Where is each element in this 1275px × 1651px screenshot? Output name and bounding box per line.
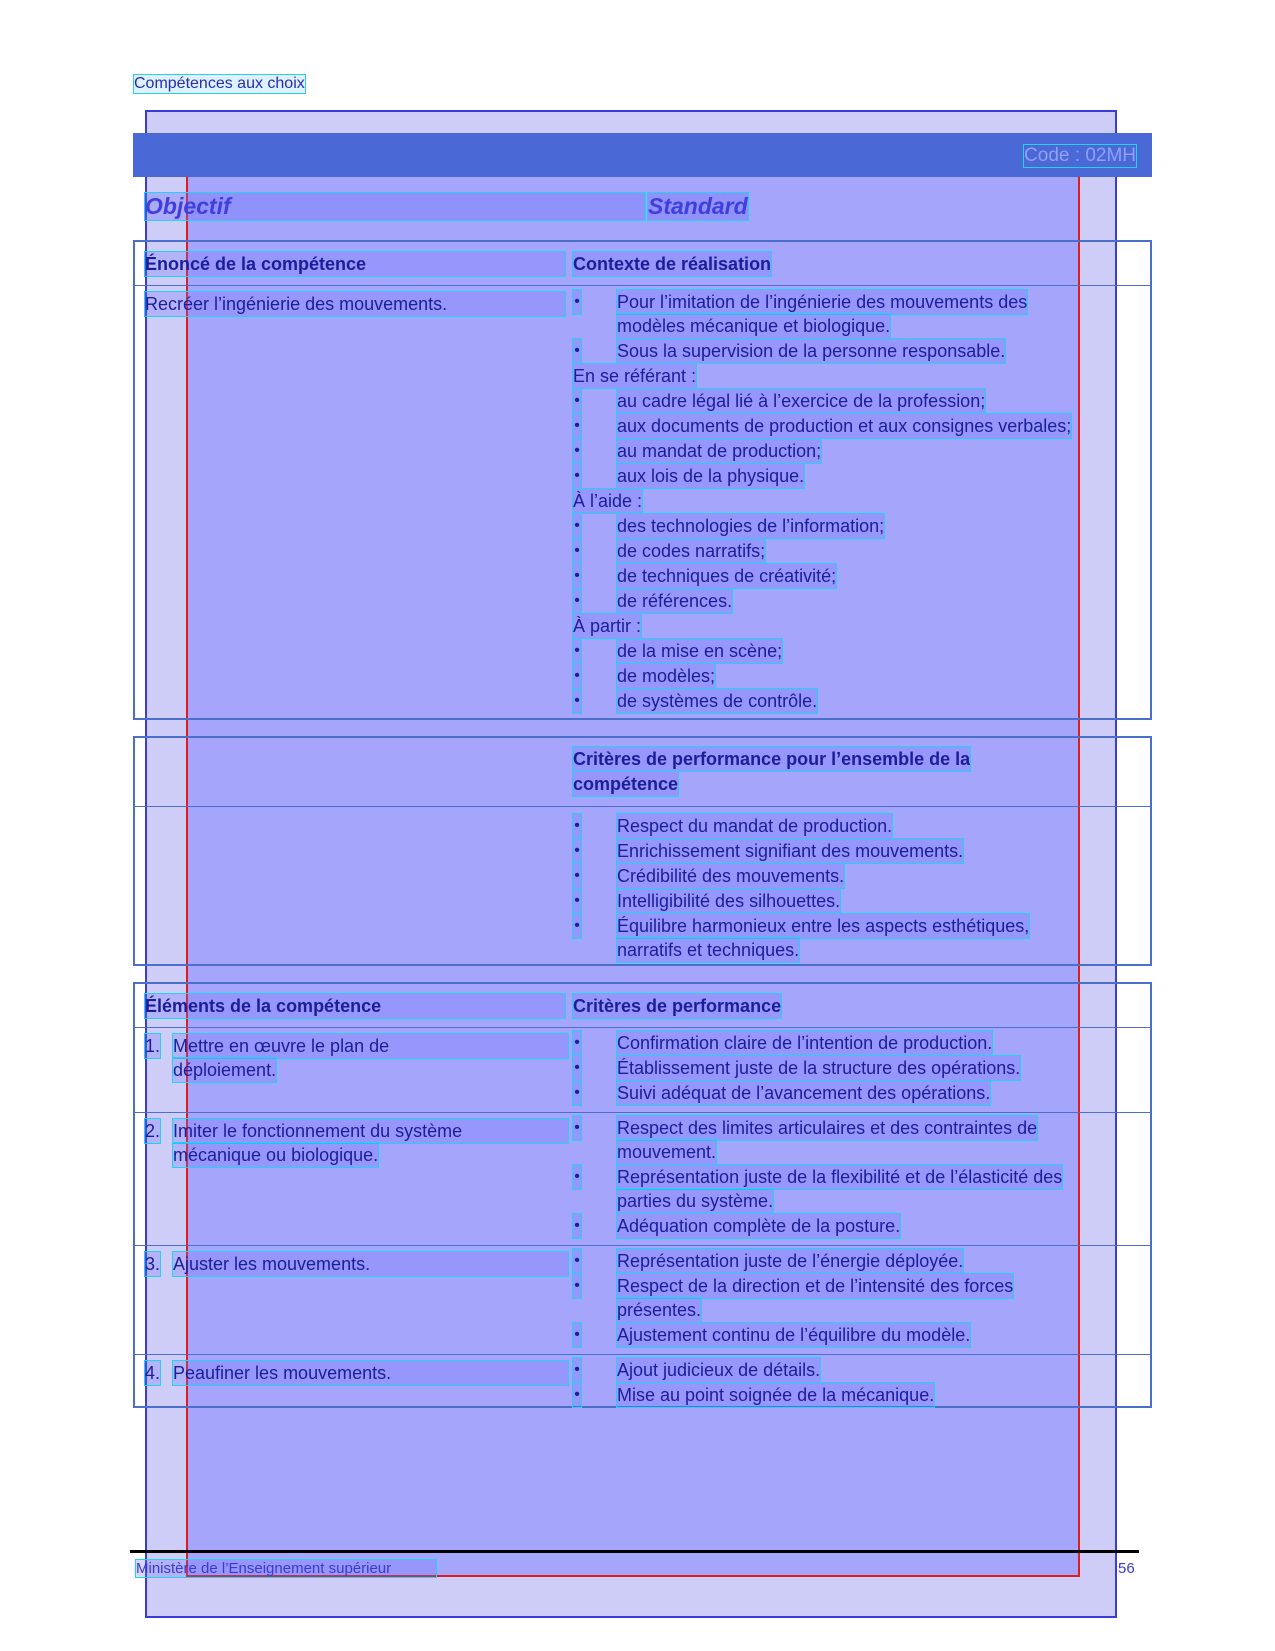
competency-statement: Recréer l’ingénierie des mouvements. [145, 292, 565, 316]
bullet-icon: • [573, 1274, 581, 1298]
overall-criteria-heading: Critères de performance pour l’ensemble de la [573, 749, 971, 769]
table-divider [135, 285, 1150, 286]
bullet-icon: • [573, 1165, 581, 1189]
element-text-cont: mécanique ou biologique. [173, 1145, 379, 1165]
criterion-item-cont: présentes. [617, 1300, 702, 1320]
element-number: 1. [145, 1036, 161, 1056]
context-intro: À partir : [573, 616, 642, 636]
element-number: 2. [145, 1121, 161, 1141]
bullet-icon: • [573, 889, 581, 913]
bullet-icon: • [573, 389, 581, 413]
bullet-icon: • [573, 664, 581, 688]
criterion-item-cont: parties du système. [617, 1191, 774, 1211]
criterion-item: Crédibilité des mouvements. [617, 866, 845, 886]
criterion-item: Adéquation complète de la posture. [617, 1216, 901, 1236]
context-heading: Contexte de réalisation [573, 254, 772, 274]
criterion-item: Équilibre harmonieux entre les aspects esthétiques, [617, 916, 1030, 936]
bullet-icon: • [573, 1056, 581, 1080]
context-item: de techniques de créativité; [617, 566, 837, 586]
bullet-icon: • [573, 1116, 581, 1140]
bullet-icon: • [573, 1249, 581, 1273]
row-divider [135, 1354, 1150, 1355]
context-item: aux lois de la physique. [617, 466, 805, 486]
context-item: aux documents de production et aux consignes verbales; [617, 416, 1072, 436]
standard-label: Standard [648, 193, 748, 219]
bullet-icon: • [573, 864, 581, 888]
bullet-icon: • [573, 539, 581, 563]
bullet-icon: • [573, 589, 581, 613]
overall-criteria-heading-cont: compétence [573, 774, 679, 794]
objective-label: Objectif [145, 193, 645, 220]
bullet-icon: • [573, 290, 581, 314]
code-bar [133, 133, 1152, 177]
context-item: de la mise en scène; [617, 641, 783, 661]
bullet-icon: • [573, 839, 581, 863]
code-value: 02MH [1085, 145, 1136, 166]
criterion-item: Suivi adéquat de l’avancement des opérations. [617, 1083, 991, 1103]
row-divider [135, 1112, 1150, 1113]
element-text-cont: déploiement. [173, 1060, 277, 1080]
context-intro: À l’aide : [573, 491, 643, 511]
elements-heading: Éléments de la compétence [145, 994, 565, 1018]
bullet-icon: • [573, 464, 581, 488]
footer-rule [130, 1550, 1139, 1553]
statement-context-table [133, 240, 1152, 720]
row-divider [135, 1027, 1150, 1028]
criterion-item: Établissement juste de la structure des opérations. [617, 1058, 1021, 1078]
context-item: de systèmes de contrôle. [617, 691, 818, 711]
overall-criteria-table [133, 736, 1152, 966]
criterion-item: Respect de la direction et de l’intensité des forces [617, 1276, 1014, 1296]
bullet-icon: • [573, 339, 581, 363]
bullet-icon: • [573, 914, 581, 938]
element-text: Mettre en œuvre le plan de [173, 1034, 568, 1058]
criterion-item: Confirmation claire de l’intention de production. [617, 1033, 993, 1053]
criteria-heading: Critères de performance [573, 996, 782, 1016]
row-divider [135, 1245, 1150, 1246]
context-item: des technologies de l’information; [617, 516, 885, 536]
context-item: Pour l’imitation de l’ingénierie des mouvements des [617, 292, 1028, 312]
bullet-icon: • [573, 1323, 581, 1347]
bullet-icon: • [573, 564, 581, 588]
context-item-cont: modèles mécanique et biologique. [617, 316, 891, 336]
criterion-item-cont: narratifs et techniques. [617, 940, 800, 960]
context-item: de références. [617, 591, 733, 611]
bullet-icon: • [573, 814, 581, 838]
criterion-item: Représentation juste de l’énergie déployée. [617, 1251, 964, 1271]
bullet-icon: • [573, 1358, 581, 1382]
bullet-icon: • [573, 1081, 581, 1105]
bullet-icon: • [573, 514, 581, 538]
criterion-item: Ajustement continu de l’équilibre du modèle. [617, 1325, 971, 1345]
context-item: au mandat de production; [617, 441, 822, 461]
bullet-icon: • [573, 439, 581, 463]
element-number: 3. [145, 1254, 161, 1274]
context-item: Sous la supervision de la personne responsable. [617, 341, 1006, 361]
table-divider [135, 806, 1150, 807]
page-number: 56 [1118, 1560, 1135, 1577]
criterion-item: Ajout judicieux de détails. [617, 1360, 821, 1380]
criterion-item: Intelligibilité des silhouettes. [617, 891, 841, 911]
footer-ministry: Ministère de l’Enseignement supérieur [136, 1560, 436, 1577]
bullet-icon: • [573, 1383, 581, 1407]
bullet-icon: • [573, 689, 581, 713]
bullet-icon: • [573, 1031, 581, 1055]
bullet-icon: • [573, 414, 581, 438]
criterion-item: Représentation juste de la flexibilité et de l’élasticité des [617, 1167, 1063, 1187]
context-intro: En se référant : [573, 366, 697, 386]
elements-criteria-table [133, 982, 1152, 1408]
element-text: Imiter le fonctionnement du système [173, 1119, 568, 1143]
criterion-item: Respect des limites articulaires et des contraintes de [617, 1118, 1038, 1138]
element-text: Ajuster les mouvements. [173, 1252, 568, 1276]
criterion-item: Mise au point soignée de la mécanique. [617, 1385, 935, 1405]
context-item: de codes narratifs; [617, 541, 766, 561]
running-header: Compétences aux choix [134, 75, 305, 92]
context-item: de modèles; [617, 666, 716, 686]
element-text: Peaufiner les mouvements. [173, 1361, 568, 1385]
element-number: 4. [145, 1363, 161, 1383]
bullet-icon: • [573, 1214, 581, 1238]
criterion-item: Enrichissement signifiant des mouvements. [617, 841, 964, 861]
bullet-icon: • [573, 639, 581, 663]
criterion-item-cont: mouvement. [617, 1142, 717, 1162]
code-label: Code : 02MH [1024, 145, 1136, 166]
criterion-item: Respect du mandat de production. [617, 816, 893, 836]
statement-heading: Énoncé de la compétence [145, 252, 565, 276]
context-item: au cadre légal lié à l’exercice de la profession; [617, 391, 986, 411]
